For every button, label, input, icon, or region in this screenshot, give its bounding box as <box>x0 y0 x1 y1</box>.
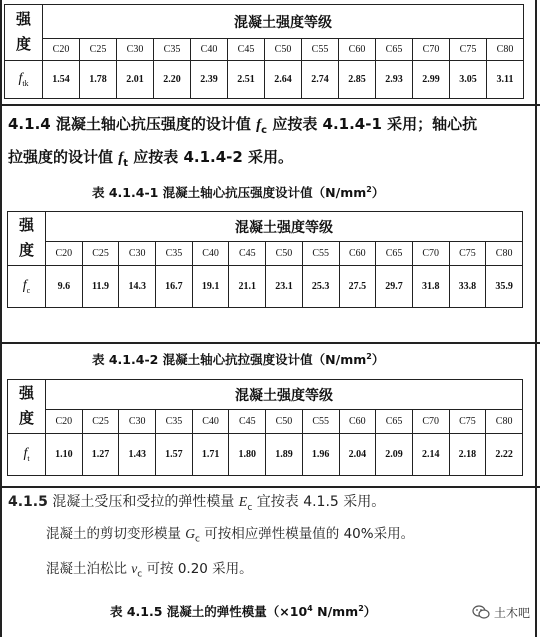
value-cell: 1.54 <box>43 61 80 99</box>
grade-cell: C55 <box>302 410 339 434</box>
paragraph-shear-modulus: 混凝土的剪切变形模量 $G_c$ 可按相应弹性模量值的 40%采用。 <box>46 526 415 545</box>
caption-table-4141: 表 4.1.4-1 混凝土轴心抗压强度设计值$(N/mm^2)$ <box>92 184 385 200</box>
grade-cell: C65 <box>376 39 413 61</box>
grade-cell: C40 <box>191 39 228 61</box>
value-cell: 9.6 <box>46 266 83 308</box>
value-row <box>8 266 523 308</box>
grade-cell: C30 <box>117 39 154 61</box>
symbol-ft: $f_t$ <box>8 434 46 476</box>
grade-cell: C60 <box>339 39 376 61</box>
row-header-strength <box>8 212 46 266</box>
value-cell: 3.11 <box>487 61 524 99</box>
grade-cell: C20 <box>46 242 83 266</box>
grade-cell: C35 <box>156 242 193 266</box>
grade-cell: C70 <box>412 242 449 266</box>
caption-table-415: 表 4.1.5 混凝土的弹性模量（$\times 10^4$ $N/mm^2$） <box>110 603 377 619</box>
grade-cell: C30 <box>119 242 156 266</box>
value-cell: 1.89 <box>266 434 303 476</box>
grade-cell: C80 <box>487 39 524 61</box>
grade-cell: C50 <box>266 242 303 266</box>
grade-cell: C25 <box>80 39 117 61</box>
value-cell: 29.7 <box>376 266 413 308</box>
grade-cell: C25 <box>82 410 119 434</box>
value-cell: 2.51 <box>228 61 265 99</box>
page-border-left <box>0 0 2 637</box>
value-cell: 2.93 <box>376 61 413 99</box>
value-cell: 1.27 <box>82 434 119 476</box>
page-border-right <box>535 0 537 637</box>
group-header: 混凝土强度等级 <box>46 212 523 242</box>
value-cell: 2.09 <box>376 434 413 476</box>
divider-table-4141 <box>0 342 540 344</box>
watermark: 土木吧 <box>472 604 530 622</box>
symbol-fc: $f_c$ <box>8 266 46 308</box>
value-cell: 33.8 <box>449 266 486 308</box>
grade-cell: C20 <box>46 410 83 434</box>
wechat-icon <box>472 605 490 622</box>
grade-cell: C25 <box>82 242 119 266</box>
value-cell: 1.78 <box>80 61 117 99</box>
grade-cell: C80 <box>486 242 523 266</box>
paragraph-poisson-ratio: 混凝土泊松比 $v_c$ 可按 0.20 采用。 <box>46 561 253 580</box>
row-header-char: 强 <box>15 11 31 28</box>
value-cell: 19.1 <box>192 266 229 308</box>
grade-cell: C40 <box>192 242 229 266</box>
value-cell: 2.85 <box>339 61 376 99</box>
grade-cell: C75 <box>449 242 486 266</box>
value-cell: 2.20 <box>154 61 191 99</box>
grade-cell: C45 <box>228 39 265 61</box>
value-cell: 2.14 <box>412 434 449 476</box>
grade-cell: C45 <box>229 410 266 434</box>
value-cell: 2.18 <box>449 434 486 476</box>
row-header-strength <box>5 5 43 61</box>
row-header-char-1 <box>5 11 42 55</box>
value-cell: 1.43 <box>119 434 156 476</box>
value-cell: 2.39 <box>191 61 228 99</box>
grade-cell: C60 <box>339 410 376 434</box>
value-cell: 3.05 <box>450 61 487 99</box>
value-cell: 11.9 <box>82 266 119 308</box>
clause-414-line2: 拉强度的设计值 $f_t$ 应按表 4.1.4-2 采用。 <box>8 148 294 169</box>
row-header-char: 强 <box>18 217 34 234</box>
grade-cell: C55 <box>302 39 339 61</box>
table-ftk <box>4 4 524 99</box>
value-row <box>5 61 524 99</box>
row-header-char: 度 <box>18 410 34 427</box>
value-cell: 1.10 <box>46 434 83 476</box>
grade-cell: C35 <box>156 410 193 434</box>
value-cell: 1.71 <box>192 434 229 476</box>
grade-cell: C70 <box>412 410 449 434</box>
group-header: 混凝土强度等级 <box>46 380 523 410</box>
table-4142 <box>7 379 523 476</box>
grade-cell: C60 <box>339 242 376 266</box>
value-row <box>8 434 523 476</box>
value-cell: 2.64 <box>265 61 302 99</box>
value-cell: 31.8 <box>412 266 449 308</box>
grade-cell: C65 <box>376 242 413 266</box>
value-cell: 1.80 <box>229 434 266 476</box>
value-cell: 2.99 <box>413 61 450 99</box>
value-cell: 25.3 <box>302 266 339 308</box>
grade-cell: C65 <box>376 410 413 434</box>
clause-414-line1: 4.1.4 混凝土轴心抗压强度的设计值 $f_c$ 应按表 4.1.4-1 采用；轴心抗 <box>8 115 478 136</box>
grade-cell: C75 <box>449 410 486 434</box>
value-cell: 27.5 <box>339 266 376 308</box>
row-header-char: 度 <box>15 36 31 53</box>
clause-415: 4.1.5 混凝土受压和受拉的弹性模量 $E_c$ 宜按表 4.1.5 采用。 <box>8 494 386 513</box>
group-header: 混凝土强度等级 <box>43 5 524 39</box>
symbol-ftk: $f_{tk}$ <box>5 61 43 99</box>
grade-cell: C50 <box>266 410 303 434</box>
table-4141 <box>7 211 523 308</box>
grade-row <box>5 39 524 61</box>
row-header-strength <box>8 380 46 434</box>
value-cell: 1.57 <box>156 434 193 476</box>
grade-cell: C40 <box>192 410 229 434</box>
grade-cell: C75 <box>450 39 487 61</box>
grade-cell: C70 <box>413 39 450 61</box>
grade-cell: C35 <box>154 39 191 61</box>
value-cell: 2.01 <box>117 61 154 99</box>
value-cell: 23.1 <box>266 266 303 308</box>
value-cell: 2.22 <box>486 434 523 476</box>
value-cell: 35.9 <box>486 266 523 308</box>
grade-cell: C55 <box>302 242 339 266</box>
caption-table-4142: 表 4.1.4-2 混凝土轴心抗拉强度设计值$(N/mm^2)$ <box>92 351 385 367</box>
grade-row <box>8 410 523 434</box>
grade-row <box>8 242 523 266</box>
divider-clause-415 <box>0 486 540 488</box>
grade-cell: C20 <box>43 39 80 61</box>
row-header-char: 强 <box>18 385 34 402</box>
value-cell: 21.1 <box>229 266 266 308</box>
value-cell: 2.04 <box>339 434 376 476</box>
grade-cell: C80 <box>486 410 523 434</box>
value-cell: 14.3 <box>119 266 156 308</box>
value-cell: 16.7 <box>156 266 193 308</box>
grade-cell: C45 <box>229 242 266 266</box>
value-cell: 1.96 <box>302 434 339 476</box>
grade-cell: C30 <box>119 410 156 434</box>
value-cell: 2.74 <box>302 61 339 99</box>
row-header-char: 度 <box>18 242 34 259</box>
grade-cell: C50 <box>265 39 302 61</box>
divider-top-section <box>0 104 540 106</box>
